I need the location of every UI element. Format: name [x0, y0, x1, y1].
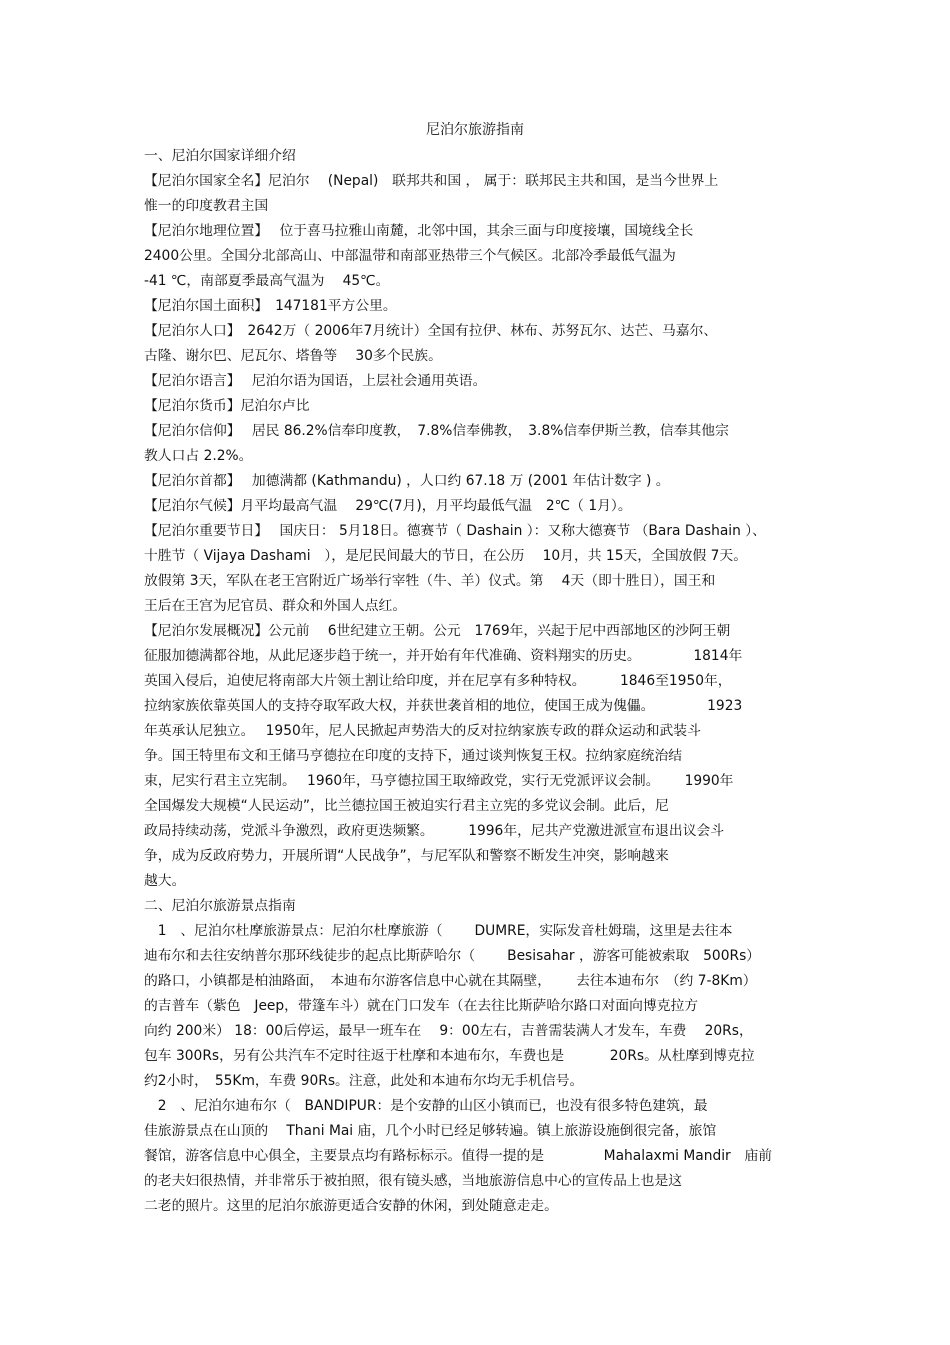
text-line: 争。国王特里布文和王储马亨德拉在印度的支持下，通过谈判恢复王权。拉纳家庭统治结	[144, 748, 683, 764]
text-line: 二老的照片。这里的尼泊尔旅游更适合安静的休闲，到处随意走走。	[144, 1198, 558, 1214]
text-line: 【尼泊尔首都】 加德满都 (Kathmandu) ，人口约 67.18 万 (2001 年估计数字 ) 。	[144, 473, 670, 489]
text-line: 英国入侵后，迫使尼将南部大片领土割让给印度，并在尼享有多种特权。 1846至1950年，	[144, 673, 732, 689]
text-line: 【尼泊尔气候】月平均最高气温 29℃(7月)，月平均最低气温 2℃（ 1月）。	[144, 498, 632, 514]
text-line: 越大。	[144, 873, 186, 889]
text-line: 1 、尼泊尔杜摩旅游景点：尼泊尔杜摩旅游（ DUMRE，实际发音杜姆瑞，这里是去往本	[144, 923, 733, 939]
text-line: 征服加德满都谷地，从此尼逐步趋于统一，并开始有年代准确、资料翔实的历史。 1814年	[144, 648, 743, 664]
text-line: 迪布尔和去往安纳普尔那环线徒步的起点比斯萨哈尔（ Besisahar ，游客可能被索取 500Rs）	[144, 948, 761, 964]
text-line: 惟一的印度教君主国	[144, 198, 269, 214]
text-line: 全国爆发大规模“人民运动”，比兰德拉国王被迫实行君主立宪的多党议会制。此后，尼	[144, 798, 669, 814]
text-line: 2400公里。全国分北部高山、中部温带和南部亚热带三个气候区。北部冷季最低气温为	[144, 248, 676, 264]
document-title: 尼泊尔旅游指南	[426, 122, 524, 138]
text-line: 【尼泊尔地理位置】 位于喜马拉雅山南麓，北邻中国，其余三面与印度接壤，国境线全长	[144, 223, 694, 239]
text-line: 十胜节（ Vijaya Dashami ），是尼民间最大的节日，在公历 10月，共 15天，全国放假 7天。	[144, 548, 748, 564]
text-line: 古隆、谢尔巴、尼瓦尔、塔鲁等 30多个民族。	[144, 348, 442, 364]
text-line: 佳旅游景点在山顶的 Thani Mai 庙，几个小时已经足够转遍。镇上旅游设施倒很完备，旅馆	[144, 1123, 717, 1139]
text-line: 【尼泊尔货币】尼泊尔卢比	[144, 398, 310, 414]
text-line: 争，成为反政府势力，开展所谓“人民战争”，与尼军队和警察不断发生冲突，影响越来	[144, 848, 669, 864]
text-line: 束，尼实行君主立宪制。 1960年，马亨德拉国王取缔政党，实行无党派评议会制。 1990年	[144, 773, 734, 789]
text-line: 年英承认尼独立。 1950年，尼人民掀起声势浩大的反对拉纳家族专政的群众运动和武装斗	[144, 723, 701, 739]
text-line: 的路口，小镇都是柏油路面， 本迪布尔游客信息中心就在其隔壁， 去往本迪布尔 （约 7-8Km）	[144, 973, 757, 989]
text-line: 拉纳家族依靠英国人的支持夺取军政大权，并获世袭首相的地位，使国王成为傀儡。 1923	[144, 698, 743, 714]
text-line: 一、尼泊尔国家详细介绍	[144, 148, 296, 164]
text-line: 王后在王宫为尼官员、群众和外国人点红。	[144, 598, 407, 614]
text-line: 【尼泊尔国家全名】尼泊尔 (Nepal) 联邦共和国 ， 属于：联邦民主共和国，是当今世界上	[144, 173, 719, 189]
text-line: 2 、尼泊尔迪布尔（ BANDIPUR：是个安静的山区小镇而已，也没有很多特色建筑，最	[144, 1098, 708, 1114]
text-line: 【尼泊尔发展概况】公元前 6世纪建立王朝。公元 1769年，兴起于尼中西部地区的沙阿王朝	[144, 623, 731, 639]
text-line: 【尼泊尔信仰】 居民 86.2%信奉印度教， 7.8%信奉佛教， 3.8%信奉伊斯兰教，信奉其他宗	[144, 423, 729, 439]
text-line: 餐馆，游客信息中心俱全，主要景点均有路标标示。值得一提的是 Mahalaxmi Mandir 庙前	[144, 1148, 773, 1164]
document-body	[144, 144, 814, 1219]
text-line: 政局持续动荡，党派斗争激烈，政府更迭频繁。 1996年，尼共产党激进派宣布退出议会斗	[144, 823, 725, 839]
text-line: 二、尼泊尔旅游景点指南	[144, 898, 296, 914]
text-line: 包车 300Rs，另有公共汽车不定时往返于杜摩和本迪布尔，车费也是 20Rs。从杜摩到博克拉	[144, 1048, 755, 1064]
text-line: 【尼泊尔重要节日】 国庆日： 5月18日。德赛节（ Dashain ）：又称大德赛节 （Bara Dashain ）、	[144, 523, 766, 539]
text-line: 【尼泊尔人口】 2642万（ 2006年7月统计）全国有拉伊、林布、苏努瓦尔、达芒、马嘉尔、	[144, 323, 718, 339]
text-line: 向约 200米） 18：00后停运，最早一班车在 9：00左右，吉普需装满人才发车，车费 20Rs，	[144, 1023, 753, 1039]
text-line: 约2小时， 55Km，车费 90Rs。注意，此处和本迪布尔均无手机信号。	[144, 1073, 584, 1089]
text-line: 放假第 3天，军队在老王宫附近广场举行宰牲（牛、羊）仪式。第 4天（即十胜日），国王和	[144, 573, 716, 589]
text-line: -41 ℃，南部夏季最高气温为 45℃。	[144, 273, 390, 289]
text-line: 【尼泊尔国土面积】 147181平方公里。	[144, 298, 397, 314]
text-line: 的老夫妇很热情，并非常乐于被拍照，很有镜头感，当地旅游信息中心的宣传品上也是这	[144, 1173, 683, 1189]
text-line: 教人口占 2.2%。	[144, 448, 253, 464]
text-line: 【尼泊尔语言】 尼泊尔语为国语，上层社会通用英语。	[144, 373, 487, 389]
text-line: 的吉普车（紫色 Jeep，带篷车斗）就在门口发车（在去往比斯萨哈尔路口对面向博克拉方	[144, 998, 699, 1014]
